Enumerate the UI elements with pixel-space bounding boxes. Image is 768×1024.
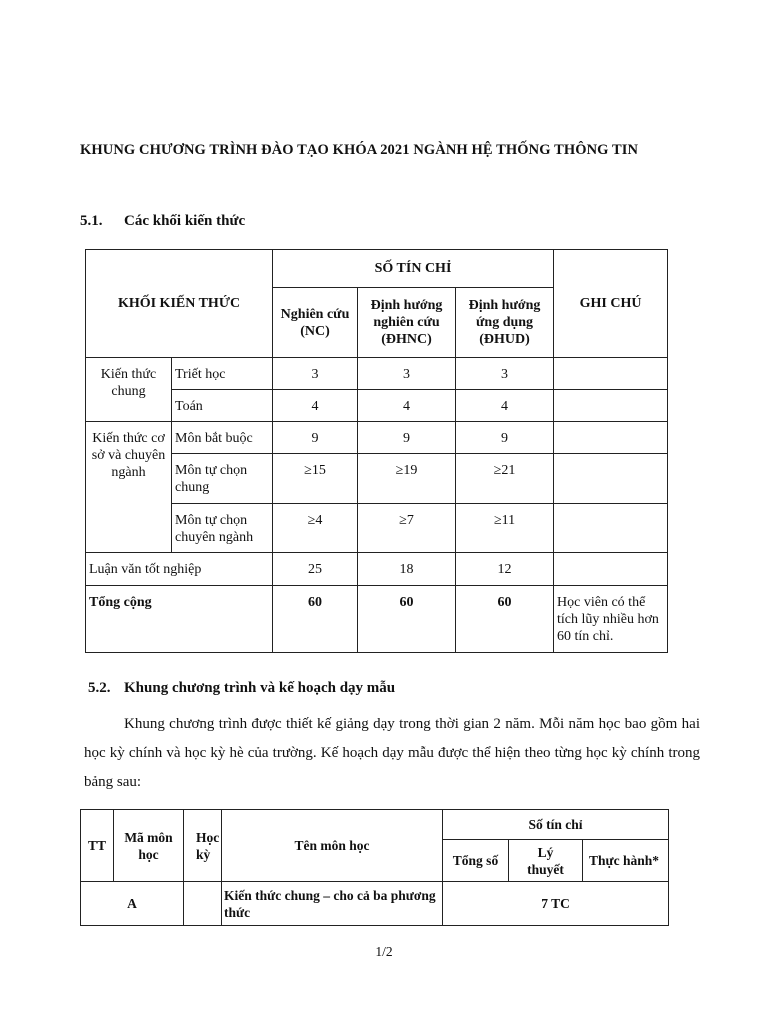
table-row	[86, 504, 668, 553]
value-nc: ≥15	[273, 454, 358, 504]
paragraph-text: Khung chương trình được thiết kế giảng dạy trong thời gian 2 năm. Mỗi năm học bao gồm hai học kỳ chính và học kỳ hè của trường. Kế hoạch dạy mẫu được thể hiện theo từng học kỳ chính trong bảng sau:	[84, 716, 700, 790]
section-5-2-title: Khung chương trình và kế hoạch dạy mẫu	[124, 680, 396, 696]
row-name: Môn bắt buộc	[172, 422, 273, 454]
value-dhud: 12	[456, 553, 554, 586]
table-row	[86, 390, 668, 422]
header-ghi-chu: GHI CHÚ	[554, 250, 668, 358]
table-row	[81, 882, 669, 926]
value-note	[554, 390, 668, 422]
row-credits: 7 TC	[443, 882, 669, 926]
value-dhud: 60	[456, 586, 554, 653]
row-name: Triết học	[172, 358, 273, 390]
value-dhud: ≥21	[456, 454, 554, 504]
header-so-tin-chi: Số tín chỉ	[443, 810, 669, 840]
header-nc: Nghiên cứu (NC)	[273, 288, 358, 358]
value-note	[554, 504, 668, 553]
group-kien-thuc-co-so: Kiến thức cơ sở và chuyên ngành	[86, 422, 172, 553]
header-tt: TT	[81, 810, 114, 882]
header-khoi-kien-thuc: KHỐI KIẾN THỨC	[86, 250, 273, 358]
header-ten-mon-hoc: Tên môn học	[222, 810, 443, 882]
knowledge-blocks-table	[85, 249, 668, 653]
value-dhnc: 60	[358, 586, 456, 653]
value-nc: 25	[273, 553, 358, 586]
table-row	[86, 454, 668, 504]
value-dhnc: 9	[358, 422, 456, 454]
value-note	[554, 422, 668, 454]
header-ly-thuyet: Lý thuyết	[509, 840, 583, 882]
header-so-tin-chi: SỐ TÍN CHỈ	[273, 250, 554, 288]
value-dhnc: 3	[358, 358, 456, 390]
value-nc: ≥4	[273, 504, 358, 553]
value-note	[554, 553, 668, 586]
value-dhnc: ≥7	[358, 504, 456, 553]
value-dhud: 4	[456, 390, 554, 422]
header-tong-so: Tổng số	[443, 840, 509, 882]
page-number: 1/2	[375, 944, 393, 959]
value-dhnc: 4	[358, 390, 456, 422]
row-name: Toán	[172, 390, 273, 422]
table-row	[86, 422, 668, 454]
row-name: Môn tự chọn chung	[172, 454, 273, 504]
value-dhud: ≥11	[456, 504, 554, 553]
row-ten-mon: Kiến thức chung – cho cả ba phương thức	[222, 882, 443, 926]
header-dhnc: Định hướng nghiên cứu (ĐHNC)	[358, 288, 456, 358]
row-tong-cong: Tổng cộng	[86, 586, 273, 653]
row-luan-van: Luận văn tốt nghiệp	[86, 553, 273, 586]
table-row	[86, 586, 668, 653]
row-hoc-ky	[184, 882, 222, 926]
document-title: KHUNG CHƯƠNG TRÌNH ĐÀO TẠO KHÓA 2021 NGÀNH HỆ THỐNG THÔNG TIN	[80, 142, 639, 158]
value-note-tong-cong: Học viên có thể tích lũy nhiều hơn 60 tín chỉ.	[554, 586, 668, 653]
value-nc: 3	[273, 358, 358, 390]
table-row	[86, 553, 668, 586]
header-thuc-hanh: Thực hành*	[583, 840, 669, 882]
section-5-1-title: Các khối kiến thức	[124, 213, 246, 229]
row-label: A	[81, 882, 184, 926]
value-nc: 4	[273, 390, 358, 422]
value-nc: 60	[273, 586, 358, 653]
section-5-1-number: 5.1.	[80, 213, 103, 229]
value-dhud: 3	[456, 358, 554, 390]
value-note	[554, 358, 668, 390]
value-dhnc: ≥19	[358, 454, 456, 504]
value-note	[554, 454, 668, 504]
header-hoc-ky: Học kỳ	[184, 810, 222, 882]
value-dhnc: 18	[358, 553, 456, 586]
header-dhud: Định hướng ứng dụng (ĐHUD)	[456, 288, 554, 358]
body-paragraph	[84, 710, 700, 797]
value-dhud: 9	[456, 422, 554, 454]
row-name: Môn tự chọn chuyên ngành	[172, 504, 273, 553]
curriculum-plan-table	[80, 809, 669, 926]
table-row	[86, 358, 668, 390]
header-ma-mon-hoc: Mã môn học	[114, 810, 184, 882]
group-kien-thuc-chung: Kiến thức chung	[86, 358, 172, 422]
section-5-2-number: 5.2.	[88, 680, 111, 696]
value-nc: 9	[273, 422, 358, 454]
